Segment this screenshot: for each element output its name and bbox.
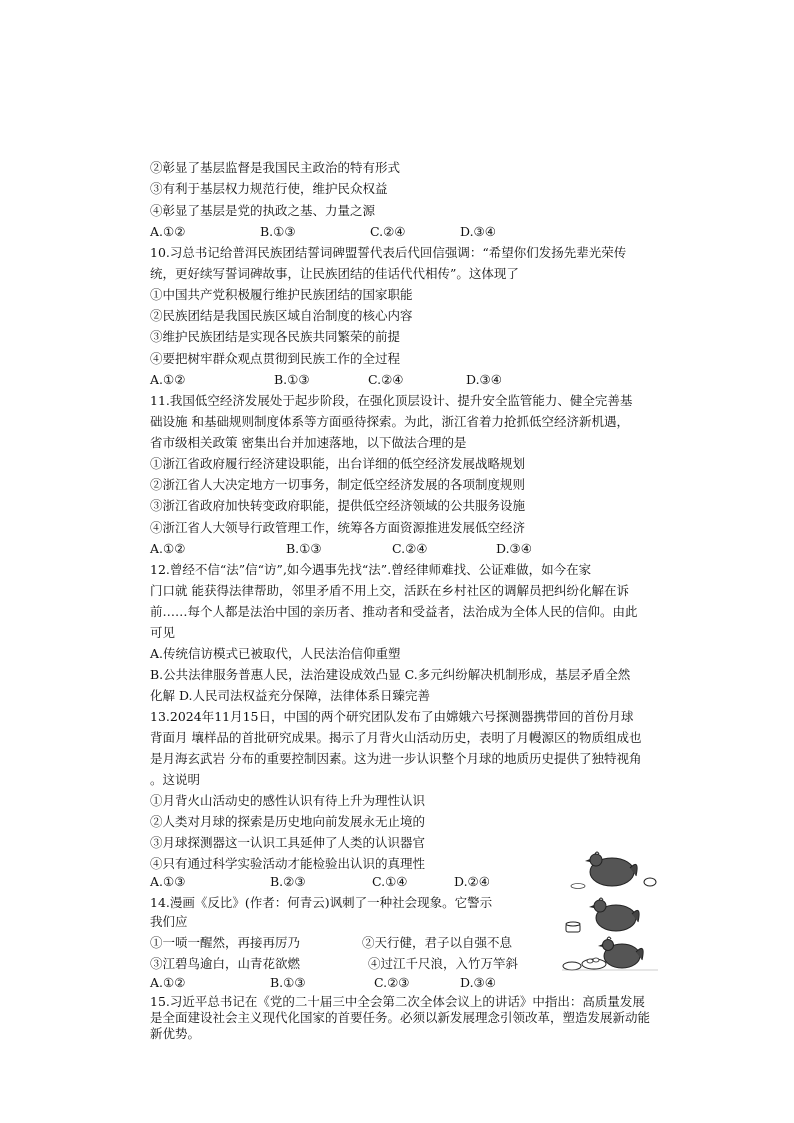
hen-1-icon: [571, 852, 656, 889]
q12-stem-1: 12.曾经不信“法”信“访”,如今遇事先找“法”.曾经律师难找、公证难做，如今在家: [150, 562, 592, 577]
hen-cartoon-image: [560, 848, 660, 976]
q13-stem-4: 。这说明: [150, 772, 201, 787]
q9-option-a: A.①②: [150, 224, 186, 239]
q15-stem-1: 15.习近平总书记在《党的二十届三中全会第二次全体会议上的讲话》中指出：高质量发展: [150, 994, 645, 1009]
q11-stem-2: 础设施 和基础规则制度体系等方面亟待探索。为此，浙江省着力抢抓低空经济新机遇，: [150, 414, 629, 429]
q14-statement-3: ③江碧鸟逾白，山青花欲燃: [150, 956, 301, 971]
q13-statement-4: ④只有通过科学实验活动才能检验出认识的真理性: [150, 856, 426, 871]
q13-stem-1: 13.2024年11月15日，中国的两个研究团队发布了由嫦娥六号探测器携带回的首份月球: [150, 709, 634, 724]
q14-option-b: B.①③: [270, 975, 306, 990]
q12-option-c-d: 化解 D.人民司法权益充分保障，法律体系日臻完善: [150, 688, 431, 703]
q12-stem-3: 前……每个人都是法治中国的亲历者、推动者和受益者，法治成为全体人民的信仰。由此: [150, 604, 638, 619]
q9-statement-3: ③有利于基层权力规范行使，维护民众权益: [150, 181, 388, 196]
q14-statement-2: ②天行健，君子以自强不息: [362, 935, 513, 950]
q11-statement-1: ①浙江省政府履行经济建设职能，出台详细的低空经济发展战略规划: [150, 456, 526, 471]
q12-stem-2: 门口就 能获得法律帮助，邻里矛盾不用上交，活跃在乡村社区的调解员把纠纷化解在诉: [150, 583, 629, 598]
q14-option-c: C.②③: [374, 975, 410, 990]
q11-statement-3: ③浙江省政府加快转变政府职能，提供低空经济领域的公共服务设施: [150, 498, 526, 513]
q13-statement-1: ①月背火山活动史的感性认识有待上升为理性认识: [150, 793, 426, 808]
q11-statement-4: ④浙江省人大领导行政管理工作，统筹各方面资源推进发展低空经济: [150, 520, 526, 535]
q13-option-d: D.②④: [454, 874, 490, 889]
q14-stem-2: 我们应: [150, 914, 188, 929]
q11-option-d: D.③④: [496, 541, 532, 556]
q11-option-b: B.①③: [286, 541, 322, 556]
q9-option-d: D.③④: [460, 224, 496, 239]
q10-option-b: B.①③: [274, 372, 310, 387]
q9-option-b: B.①③: [260, 224, 296, 239]
q11-stem-3: 省市级相关政策 密集出台并加速落地，以下做法合理的是: [150, 435, 467, 450]
q14-statement-4: ④过江千尺浪，入竹万竿斜: [368, 956, 519, 971]
q9-option-c: C.②④: [370, 224, 406, 239]
hen-2-icon: [566, 898, 639, 932]
q10-statement-1: ①中国共产党积极履行维护民族团结的国家职能: [150, 287, 413, 302]
q11-option-c: C.②④: [392, 541, 428, 556]
q12-option-a: A.传统信访模式已被取代，人民法治信仰重塑: [150, 646, 401, 661]
q9-statement-4: ④彰显了基层是党的执政之基、力量之源: [150, 203, 376, 218]
q12-stem-4: 可见: [150, 625, 176, 640]
q9-statement-2: ②彰显了基层监督是我国民主政治的特有形式: [150, 160, 401, 175]
q10-statement-4: ④要把树牢群众观点贯彻到民族工作的全过程: [150, 351, 401, 366]
q13-option-c: C.①④: [372, 874, 408, 889]
q11-statement-2: ②浙江省人大决定地方一切事务，制定低空经济发展的各项制度规则: [150, 477, 526, 492]
q13-option-a: A.①③: [150, 874, 186, 889]
q10-option-d: D.③④: [466, 372, 502, 387]
q14-option-d: D.③④: [460, 975, 496, 990]
q10-statement-2: ②民族团结是我国民族区域自治制度的核心内容: [150, 308, 413, 323]
q10-statement-3: ③维护民族团结是实现各民族共同繁荣的前提: [150, 329, 401, 344]
q14-option-a: A.①②: [150, 975, 186, 990]
q10-option-a: A.①②: [150, 372, 186, 387]
q13-statement-2: ②人类对月球的探索是历史地向前发展永无止境的: [150, 814, 426, 829]
q15-stem-2: 是全面建设社会主义现代化国家的首要任务。必须以新发展理念引领改革，塑造发展新动能: [150, 1010, 651, 1025]
q10-option-c: C.②④: [368, 372, 404, 387]
q13-option-b: B.②③: [270, 874, 306, 889]
q13-stem-2: 背面月 壤样品的首批研究成果。揭示了月背火山活动历史，表明了月幔源区的物质组成也: [150, 730, 642, 745]
q11-stem-1: 11.我国低空经济发展处于起步阶段，在强化顶层设计、提升安全监管能力、健全完善基: [150, 393, 633, 408]
q13-statement-3: ③月球探测器这一认识工具延伸了人类的认识器官: [150, 835, 426, 850]
q15-stem-3: 新优势。: [150, 1026, 201, 1041]
hen-3-icon: [562, 937, 658, 970]
q10-stem-1: 10.习总书记给普洱民族团结誓词碑盟誓代表后代回信强调：“希望你们发扬先辈光荣传: [150, 245, 627, 260]
q10-stem-2: 统，更好续写誓词碑故事，让民族团结的佳话代代相传”。这体现了: [150, 266, 519, 281]
q11-option-a: A.①②: [150, 541, 186, 556]
q13-stem-3: 是月海玄武岩 分布的重要控制因素。这为进一步认识整个月球的地质历史提供了独特视角: [150, 751, 642, 766]
q14-stem-1: 14.漫画《反比》(作者：何青云)讽刺了一种社会现象。它警示: [150, 895, 493, 910]
q14-statement-1: ①一唝一醒然，再接再厉乃: [150, 935, 301, 950]
q12-option-b-c: B.公共法律服务普惠人民，法治建设成效凸显 C.多元纠纷解决机制形成，基层矛盾全然: [150, 667, 631, 682]
